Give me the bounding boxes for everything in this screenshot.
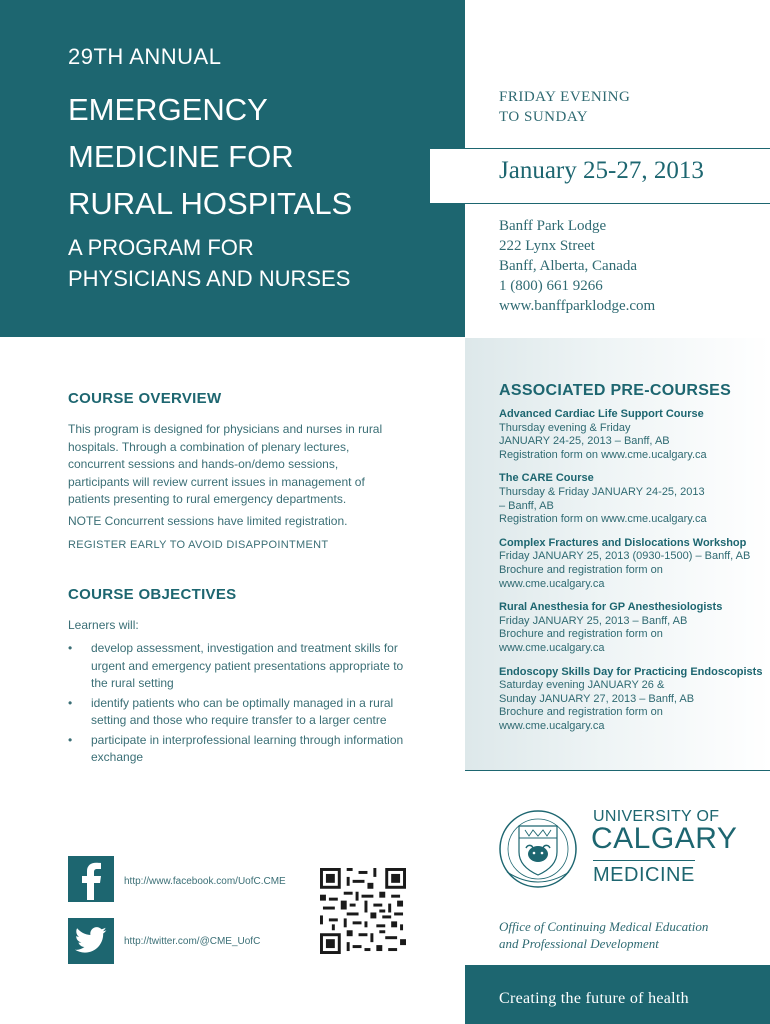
event-subtitle <box>68 232 350 294</box>
precourse-line: Saturday evening JANUARY 26 & <box>499 679 665 692</box>
register-notice: REGISTER EARLY TO AVOID DISAPPOINTMENT <box>68 539 329 551</box>
objectives-heading: COURSE OBJECTIVES <box>68 586 237 603</box>
precourse-line: www.cme.ucalgary.ca <box>499 641 605 654</box>
precourse-line: Thursday evening & Friday <box>499 421 631 434</box>
precourse-item <box>499 408 764 462</box>
precourse-line: Brochure and registration form on <box>499 628 663 641</box>
divider <box>593 860 695 861</box>
objectives-list <box>68 640 408 769</box>
precourse-item <box>499 601 764 655</box>
precourse-line: Friday JANUARY 25, 2013 – Banff, AB <box>499 614 688 627</box>
precourse-line: Registration form on www.cme.ucalgary.ca <box>499 448 707 461</box>
precourse-title: Rural Anesthesia for GP Anesthesiologists <box>499 601 723 614</box>
precourses-heading: ASSOCIATED PRE-COURSES <box>499 382 732 399</box>
office-name <box>499 918 708 952</box>
event-dates-box <box>430 148 770 204</box>
precourse-title: Complex Fractures and Dislocations Workshop <box>499 536 747 549</box>
event-subtitle-line: PHYSICIANS AND NURSES <box>68 266 351 291</box>
precourse-item <box>499 537 764 591</box>
university-crest-icon <box>497 808 579 890</box>
office-name-line: Office of Continuing Medical Education <box>499 919 709 934</box>
precourse-line: www.cme.ucalgary.ca <box>499 719 605 732</box>
precourse-line: www.cme.ucalgary.ca <box>499 577 605 590</box>
footer-tagline: Creating the future of health <box>499 990 689 1007</box>
event-title-line: RURAL HOSPITALS <box>68 186 353 221</box>
objective-item: • develop assessment, investigation and treatment skills for urgent and emergency patient presentations appropriate to the rural setting <box>68 640 408 693</box>
objectives-intro: Learners will: <box>68 618 139 632</box>
event-schedule <box>499 87 630 127</box>
event-title-line: EMERGENCY <box>68 92 268 127</box>
venue-website-link[interactable]: www.banffparklodge.com <box>499 298 656 314</box>
office-name-line: and Professional Development <box>499 936 659 951</box>
facebook-link[interactable]: http://www.facebook.com/UofC.CME <box>124 876 286 887</box>
precourse-line: Friday JANUARY 25, 2013 (0930-1500) – Banff, AB <box>499 550 751 563</box>
event-subtitle-line: A PROGRAM FOR <box>68 235 254 260</box>
precourses-list <box>499 408 764 743</box>
footer-bar <box>465 965 770 1024</box>
precourse-item <box>499 472 764 526</box>
university-name-top: UNIVERSITY OF <box>593 808 720 825</box>
precourse-line: Thursday & Friday JANUARY 24-25, 2013 <box>499 485 705 498</box>
precourse-line: JANUARY 24-25, 2013 – Banff, AB <box>499 435 670 448</box>
university-name: CALGARY <box>591 822 738 855</box>
title-banner <box>0 0 465 337</box>
overview-body: This program is designed for physicians and nurses in rural hospitals. Through a combination of plenary lectures, concurrent sessions and hands-on/demo sessions, participants will review current issues in management of patients presenting to rural emergency departments. <box>68 422 383 506</box>
twitter-glyph <box>74 927 108 955</box>
faculty-name: MEDICINE <box>593 864 695 886</box>
venue-address <box>499 216 655 316</box>
event-title-line: MEDICINE FOR <box>68 139 294 174</box>
precourse-item <box>499 666 764 734</box>
precourse-line: Registration form on www.cme.ucalgary.ca <box>499 513 707 526</box>
facebook-icon[interactable] <box>68 856 114 902</box>
venue-city: Banff, Alberta, Canada <box>499 258 638 274</box>
overview-note: NOTE Concurrent sessions have limited registration. <box>68 514 348 528</box>
event-title <box>68 86 352 227</box>
venue-name: Banff Park Lodge <box>499 218 607 234</box>
facebook-glyph <box>68 856 114 902</box>
venue-phone[interactable]: 1 (800) 661 9266 <box>499 278 603 294</box>
precourse-line: Sunday JANUARY 27, 2013 – Banff, AB <box>499 692 695 705</box>
precourse-line: – Banff, AB <box>499 499 554 512</box>
qr-code[interactable] <box>320 868 406 954</box>
precourse-line: Brochure and registration form on <box>499 706 663 719</box>
event-dates: January 25-27, 2013 <box>499 157 704 184</box>
objective-item: • participate in interprofessional learning through information exchange <box>68 732 408 767</box>
objective-item: • identify patients who can be optimally managed in a rural setting and those who require transfer to a larger centre <box>68 695 408 730</box>
precourse-title: Advanced Cardiac Life Support Course <box>499 408 704 420</box>
event-schedule-line: FRIDAY EVENING <box>499 89 631 105</box>
event-schedule-line: TO SUNDAY <box>499 109 589 125</box>
precourse-title: Endoscopy Skills Day for Practicing Endoscopists <box>499 665 763 678</box>
twitter-icon[interactable] <box>68 918 114 964</box>
twitter-link[interactable]: http://twitter.com/@CME_UofC <box>124 936 261 947</box>
overview-heading: COURSE OVERVIEW <box>68 390 222 407</box>
venue-street: 222 Lynx Street <box>499 238 595 254</box>
event-edition: 29TH ANNUAL <box>68 44 222 69</box>
precourse-line: Brochure and registration form on <box>499 563 663 576</box>
precourse-title: The CARE Course <box>499 472 594 485</box>
